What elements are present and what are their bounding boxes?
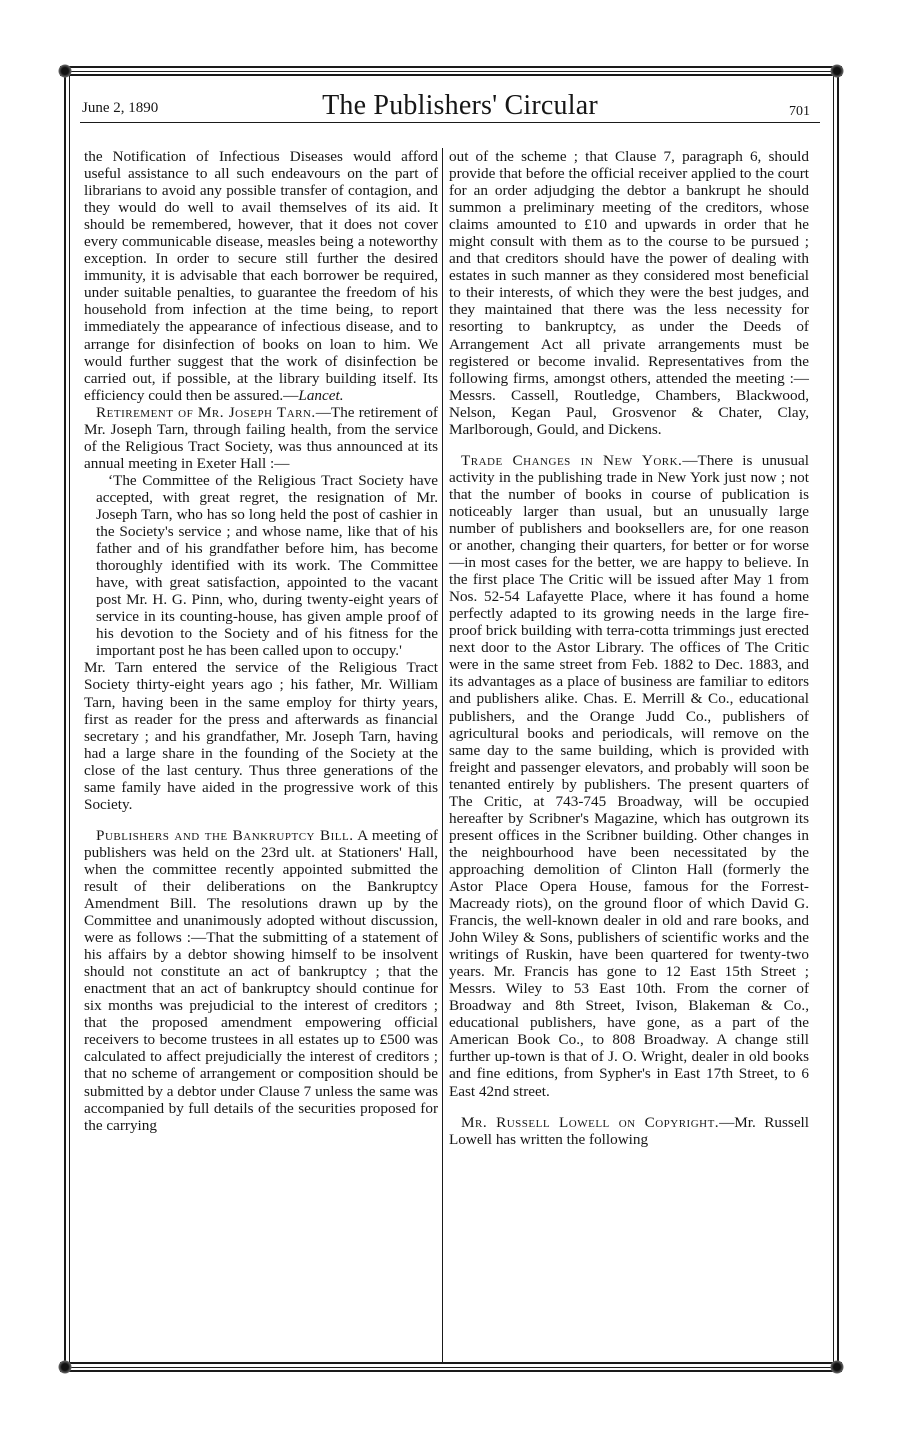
- right-border-rule: [837, 66, 839, 1372]
- paragraph-text: the Notification of Infectious Diseases would afford useful assistance to all such endeavours on the part of librarians to avoid any possible transfer of contagion, and they would do well to avail themselves of its aid. It should be remembered, however, that it does not cover every communicable disease, measles being a noteworthy exception. In order to secure still further the desired immunity, it is advisable that each borrower be required, under suitable penalties, to guarantee the freedom of his household from infection at the time being, to report immediately the appearance of infectious disease, and to arrange for disinfection of books on loan to him. We would further suggest that the work of disinfection be carried out, if possible, at the library building itself. Its efficiency could then be assured.—: [84, 148, 438, 404]
- bottom-border-rule: [60, 1370, 842, 1372]
- source-citation: Lancet.: [298, 386, 344, 404]
- bottom-border-rule: [60, 1362, 842, 1364]
- article-lowell-copyright: [449, 1114, 809, 1148]
- page-title: The Publishers' Circular: [322, 90, 598, 121]
- section-heading: Mr. Russell Lowell on Copyright.: [461, 1113, 720, 1131]
- article-new-york-trade: [449, 452, 809, 1100]
- page-number: 701: [789, 104, 810, 119]
- bottom-border-rule: [60, 1367, 842, 1368]
- left-border-rule: [64, 66, 66, 1372]
- column-divider: [442, 148, 443, 1362]
- section-heading: Trade Changes in New York.: [461, 451, 683, 469]
- section-heading: Retirement of Mr. Joseph Tarn.: [96, 403, 316, 421]
- corner-ornament-icon: [57, 1359, 73, 1375]
- block-quote: ‘The Committee of the Religious Tract Society have accepted, with great regret, the resignation of Mr. Joseph Tarn, who has so long held the post of cashier in the Society's service ; and whose name, like that of his father and of his grandfather before him, has become thoroughly identified with its work. The Committee have, with great satisfaction, appointed to the vacant post Mr. H. G. Pinn, who, during twenty-eight years of service in its counting-house, has given ample proof of his devotion to the Society and of his fitness for the important post he has been called upon to occupy.': [96, 471, 438, 660]
- paragraph-text: A meeting of publishers was held on the 23rd ult. at Stationers' Hall, when the committee recently appointed submitted the result of their deliberations on the Bankruptcy Amendment Bill. The resolutions drawn up by the Committee and unanimously adopted without discussion, were as follows :—That the submitting of a statement of his affairs by a debtor showing himself to be insolvent should not constitute an act of bankruptcy ; that the enactment that an act of bankruptcy should continue for six months was prejudicial to the interest of creditors ; that the proposed amendment empowering official receivers to become trustees in all estates up to £500 was calculated to affect prejudicially the interest of creditors ; that no scheme of arrangement or composition should be submitted by a debtor under Clause 7 unless the same was accompanied by full details of the securities proposed for the carrying: [84, 826, 438, 1134]
- paragraph-text: —The retirement of Mr. Joseph Tarn, through failing health, from the service of the Religious Tract Society, was thus announced at its annual meeting in Exeter Hall :—: [84, 403, 438, 472]
- top-border-rule: [60, 74, 842, 76]
- paragraph-text: —Mr. Russell Lowell has written the following: [449, 1113, 809, 1148]
- issue-date: June 2, 1890: [82, 100, 159, 116]
- right-column: [449, 148, 809, 1148]
- article-bankruptcy-bill: [84, 827, 438, 1134]
- article-tarn-retirement: [84, 404, 438, 472]
- section-heading: Publishers and the Bankruptcy Bill.: [96, 826, 354, 844]
- paragraph-text: —There is unusual activity in the publishing trade in New York just now ; not that the number of books in course of publication is noticeably larger than usual, but an unusually large number of publishers and booksellers are, for one reason or another, changing their quarters, for better or for worse—in most cases for the better, we are happy to believe. In the first place The Critic will be issued after May 1 from Nos. 52-54 Lafayette Place, where it has found a home perfectly adapted to its growing needs in the large fire-proof brick building with terra-cotta trimmings just erected next door to the Astor Library. The offices of The Critic were in the same street from Feb. 1882 to Dec. 1883, and its advantages as a place of business are familiar to editors and publishers alike. Chas. E. Merrill & Co., educational publishers, and the Orange Judd Co., publishers of agricultural books and periodicals, will remove on the same day to the same building, which is provided with freight and passenger elevators, and probably will soon be tenanted entirely by publishers. The present quarters of The Critic, at 743-745 Broadway, will be occupied hereafter by Scribner's Magazine, which has outgrown its present offices in the Scribner building. Other changes in the neighbourhood have been necessitated by the approaching demolition of Clinton Hall (formerly the Astor Place Opera House, famous for the Forrest-Macready riots), on the ground floor of which David G. Francis, the well-known dealer in old and rare books, and John Wiley & Sons, publishers of scientific works and the writings of Ruskin, have been quartered for twenty-two years. Mr. Francis has gone to 12 East 15th Street ; Messrs. Wiley to 53 East 10th. From the corner of Broadway and 8th Street, Ivison, Blakeman & Co., educational publishers, have gone, as a part of the American Book Co., to 808 Broadway. A change still further up-town is that of J. O. Wright, dealer in old books and fine editions, from Sypher's in East 17th Street, to 6 East 42nd street.: [449, 451, 809, 1100]
- top-border-rule: [60, 71, 842, 72]
- article-infectious-diseases: [84, 148, 438, 404]
- paragraph-text: Mr. Tarn entered the service of the Religious Tract Society thirty-eight years ago ; his father, Mr. William Tarn, having been in the same employ for thirty years, first as reader for the press and afterwards as financial secretary ; and his grandfather, Mr. Joseph Tarn, having had a large share in the founding of the Society at the close of the last century. Thus three generations of the same family have aided in the progressive work of this Society.: [84, 659, 438, 813]
- corner-ornament-icon: [57, 63, 73, 79]
- paragraph-text: out of the scheme ; that Clause 7, paragraph 6, should provide that before the official receiver applied to the court for an order adjudging the debtor a bankrupt he should summon a preliminary meeting of the creditors, whose claims amounted to £10 and upwards in order that he might consult with them as to the course to be pursued ; and that creditors should have the power of dealing with estates in such manner as they considered most beneficial to their interests, of which they were the best judges, and they maintained that there was the less necessity for resorting to bankruptcy, as under the Deeds of Arrangement Act all private arrangements must be registered or become invalid. Representatives from the following firms, amongst others, attended the meeting :—Messrs. Cassell, Routledge, Chambers, Blackwood, Nelson, Kegan Paul, Grosvenor & Chater, Clay, Marlborough, Gould, and Dickens.: [449, 148, 809, 438]
- left-column: [84, 148, 438, 1134]
- left-border-rule: [69, 66, 70, 1372]
- right-border-rule: [833, 66, 834, 1372]
- corner-ornament-icon: [829, 63, 845, 79]
- top-border-rule: [60, 66, 842, 68]
- header-rule: [80, 122, 820, 123]
- corner-ornament-icon: [829, 1359, 845, 1375]
